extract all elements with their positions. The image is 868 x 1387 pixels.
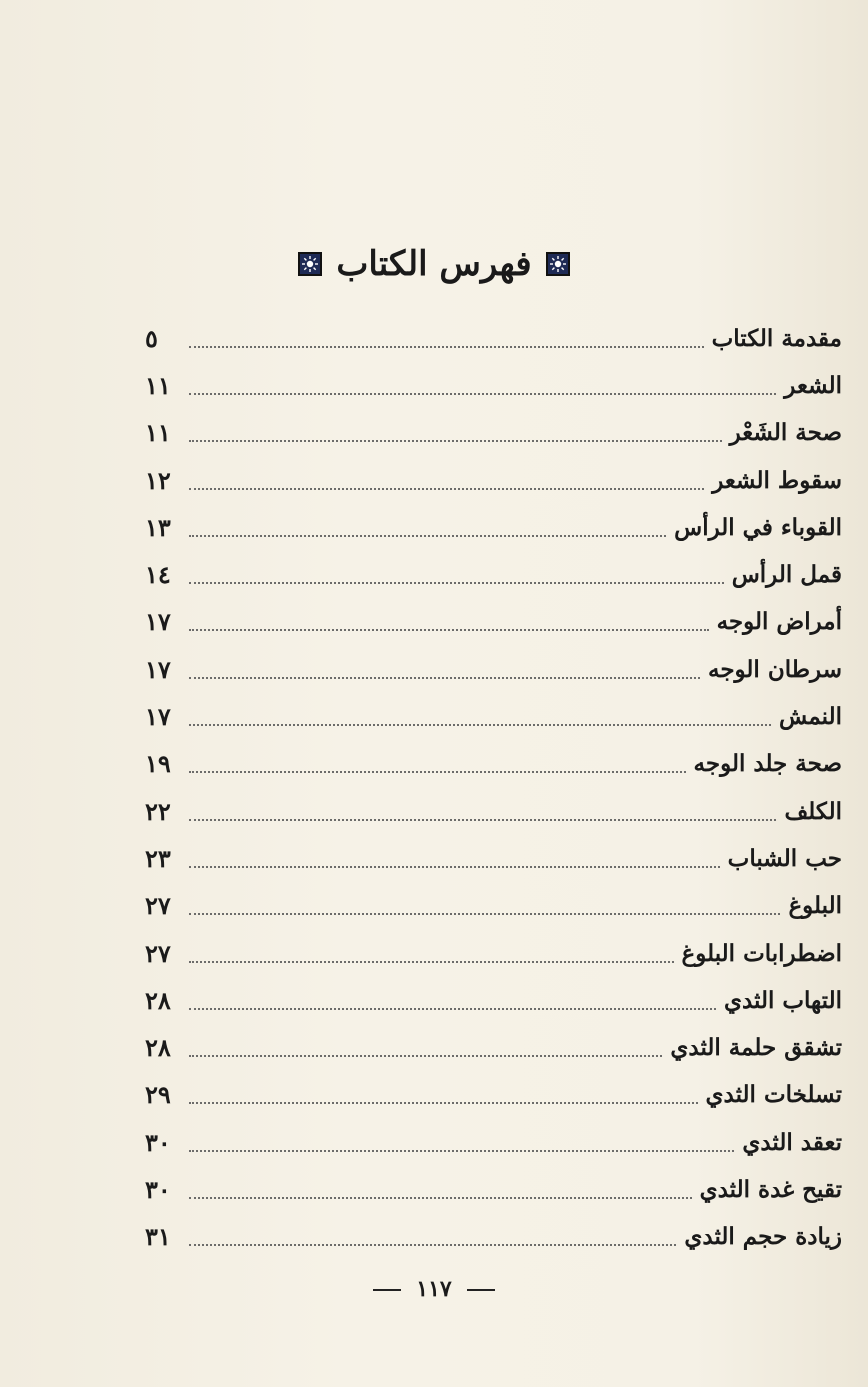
toc-entry-label: تعقد الثدي (742, 1128, 842, 1156)
footer-dash (373, 1289, 401, 1291)
toc-entry-page: ٣٠ (145, 1174, 171, 1204)
dot-leader (189, 771, 686, 773)
toc-entry-label: حب الشباب (727, 844, 842, 872)
toc-entry-page: ١٣ (145, 512, 171, 542)
toc-entry-label: النمش (779, 703, 842, 731)
toc-entry (145, 741, 842, 788)
dot-leader (189, 1244, 676, 1246)
toc-heading (0, 240, 868, 288)
toc-entry (145, 835, 842, 882)
dot-leader (189, 961, 674, 963)
dot-leader (189, 488, 704, 490)
toc-entry (145, 1166, 842, 1213)
toc-entry-label: اضطرابات البلوغ (681, 939, 842, 967)
toc-entry (145, 362, 842, 409)
dot-leader (189, 535, 666, 537)
toc-entry-label: صحة الشَعْر (729, 419, 842, 447)
toc-entry-label: سقوط الشعر (712, 466, 842, 494)
dot-leader (189, 724, 771, 726)
toc-list (145, 315, 842, 1261)
toc-entry-page: ٢٩ (145, 1080, 171, 1110)
toc-entry-page: ١١ (145, 370, 171, 400)
sun-ornament-icon (546, 252, 570, 276)
dot-leader (189, 393, 776, 395)
toc-entry (145, 551, 842, 598)
toc-entry (145, 1072, 842, 1119)
sun-ornament-icon (298, 252, 322, 276)
toc-entry (145, 977, 842, 1024)
toc-entry-label: القوباء في الرأس (674, 513, 842, 541)
dot-leader (189, 1102, 698, 1104)
toc-entry-page: ٢٧ (145, 891, 171, 921)
toc-entry-page: ١٧ (145, 702, 171, 732)
toc-entry-page: ٢٨ (145, 985, 171, 1015)
toc-entry-page: ١٢ (145, 465, 171, 495)
page-title: فهرس الكتاب (336, 244, 532, 284)
dot-leader (189, 866, 720, 868)
dot-leader (189, 819, 776, 821)
toc-entry-page: ٥ (145, 323, 158, 353)
toc-entry (145, 1214, 842, 1261)
page-number: ١١٧ (416, 1276, 452, 1302)
toc-entry (145, 1119, 842, 1166)
toc-entry (145, 788, 842, 835)
dot-leader (189, 1150, 734, 1152)
toc-entry-label: الشعر (784, 371, 842, 399)
toc-entry-label: تقيح غدة الثدي (699, 1175, 842, 1203)
toc-entry (145, 599, 842, 646)
toc-entry-label: الكلف (784, 797, 842, 825)
toc-entry-page: ١٧ (145, 654, 171, 684)
toc-entry-page: ١٩ (145, 749, 171, 779)
toc-entry (145, 504, 842, 551)
toc-entry-label: البلوغ (788, 892, 842, 920)
toc-entry-page: ١٧ (145, 607, 171, 637)
toc-entry-page: ٢٣ (145, 843, 171, 873)
toc-entry-label: زيادة حجم الثدي (684, 1223, 842, 1251)
toc-entry-page: ١٤ (145, 560, 171, 590)
toc-entry (145, 693, 842, 740)
toc-entry-page: ١١ (145, 418, 171, 448)
toc-entry-label: التهاب الثدي (723, 986, 842, 1014)
dot-leader (189, 440, 722, 442)
toc-entry-page: ٣٠ (145, 1127, 171, 1157)
toc-entry (145, 930, 842, 977)
toc-entry-page: ٢٧ (145, 938, 171, 968)
dot-leader (189, 677, 700, 679)
toc-entry (145, 315, 842, 362)
footer-dash (467, 1289, 495, 1291)
toc-entry-label: مقدمة الكتاب (711, 324, 842, 352)
toc-entry-page: ٣١ (145, 1222, 171, 1252)
toc-entry-label: تسلخات الثدي (705, 1081, 842, 1109)
toc-entry (145, 410, 842, 457)
dot-leader (189, 346, 704, 348)
toc-entry (145, 1024, 842, 1071)
toc-entry-label: صحة جلد الوجه (693, 750, 842, 778)
toc-entry-label: أمراض الوجه (716, 608, 842, 636)
dot-leader (189, 1008, 716, 1010)
toc-entry-label: سرطان الوجه (707, 655, 842, 683)
toc-entry-page: ٢٢ (145, 796, 171, 826)
toc-entry-label: قمل الرأس (731, 561, 842, 589)
dot-leader (189, 913, 780, 915)
page-footer (0, 1276, 868, 1302)
toc-entry (145, 457, 842, 504)
toc-entry (145, 883, 842, 930)
dot-leader (189, 1197, 692, 1199)
dot-leader (189, 629, 709, 631)
toc-entry-page: ٢٨ (145, 1033, 171, 1063)
dot-leader (189, 582, 724, 584)
toc-entry-label: تشقق حلمة الثدي (670, 1034, 842, 1062)
toc-entry (145, 646, 842, 693)
dot-leader (189, 1055, 662, 1057)
